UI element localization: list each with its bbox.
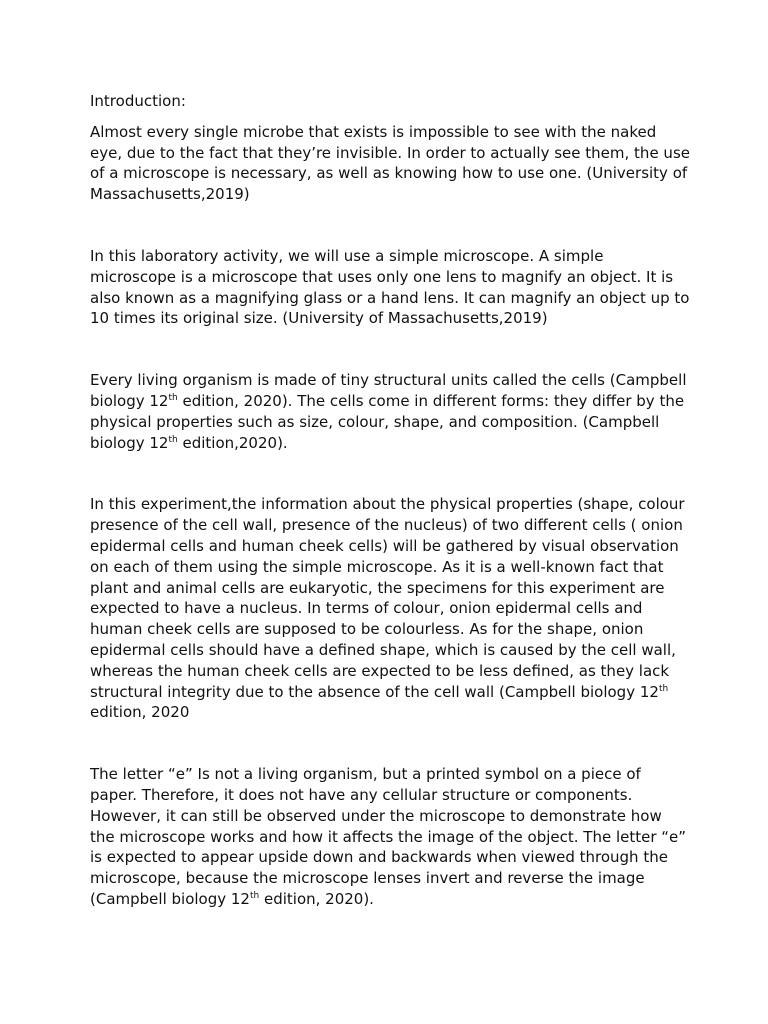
section-heading: Introduction: xyxy=(90,92,186,110)
superscript: th xyxy=(249,890,260,901)
paragraph-microbes: Almost every single microbe that exists is impossible to see with the naked eye, due to the fact that they’re invisible. In order to actually see them, the use of a microscope is necessary, as well as knowing how to use one. (University of Massachusetts,2019) xyxy=(90,122,690,204)
superscript: th xyxy=(168,392,178,403)
document-page xyxy=(90,91,690,910)
superscript: th xyxy=(168,434,178,445)
text-segment: Every living organism is made of tiny structural units called the cells (Campbell biology 12 xyxy=(90,371,687,410)
paragraph-gap xyxy=(90,453,690,494)
text-segment: In this experiment,the information about the physical properties (shape, colour presence of the cell wall, presence of the nucleus) of two different cells ( onion epidermal cells and human cheek cells) will be gathered by visual observation on each of them using the simple microscope. As it is a well-known fact that plant and animal cells are eukaryotic, the specimens for this experiment are expected to have a nucleus. In terms of colour, onion epidermal cells and human cheek cells are supposed to be colourless. As for the shape, onion epidermal cells should have a defined shape, which is caused by the cell wall, whereas the human cheek cells are expected to be less defined, as they lack structural integrity due to the absence of the cell wall (Campbell biology 12 xyxy=(90,495,685,701)
paragraph-letter-e xyxy=(90,764,690,910)
paragraph-gap xyxy=(90,329,690,370)
paragraph-experiment xyxy=(90,494,690,723)
superscript: th xyxy=(658,683,669,694)
paragraph-simple-microscope: In this laboratory activity, we will use a simple microscope. A simple microscope is a microscope that uses only one lens to magnify an object. It is also known as a magnifying glass or a hand lens. It can magnify an object up to 10 times its original size. (University of Massachusetts,2019) xyxy=(90,246,690,328)
paragraph-gap xyxy=(90,205,690,246)
text-segment: edition, 2020). The cells come in different forms: they differ by the physical properties such as size, colour, shape, and composition. (Campbell biology 12 xyxy=(90,391,685,452)
paragraph-cells xyxy=(90,370,690,453)
text-segment: edition,2020). xyxy=(177,433,288,452)
text-segment: edition, 2020). xyxy=(259,889,374,908)
paragraph-gap xyxy=(90,723,690,764)
text-segment: The letter “e” Is not a living organism, but a printed symbol on a piece of paper. Therefore, it does not have any cellular structure or components. However, it can still be observed under the microscope to demonstrate how the microscope works and how it affects the image of the object. The letter “e” is expected to appear upside down and backwards when viewed through the microscope, because the microscope lenses invert and reverse the image (Campbell biology 12 xyxy=(90,765,687,908)
text-segment: edition, 2020 xyxy=(90,703,190,722)
